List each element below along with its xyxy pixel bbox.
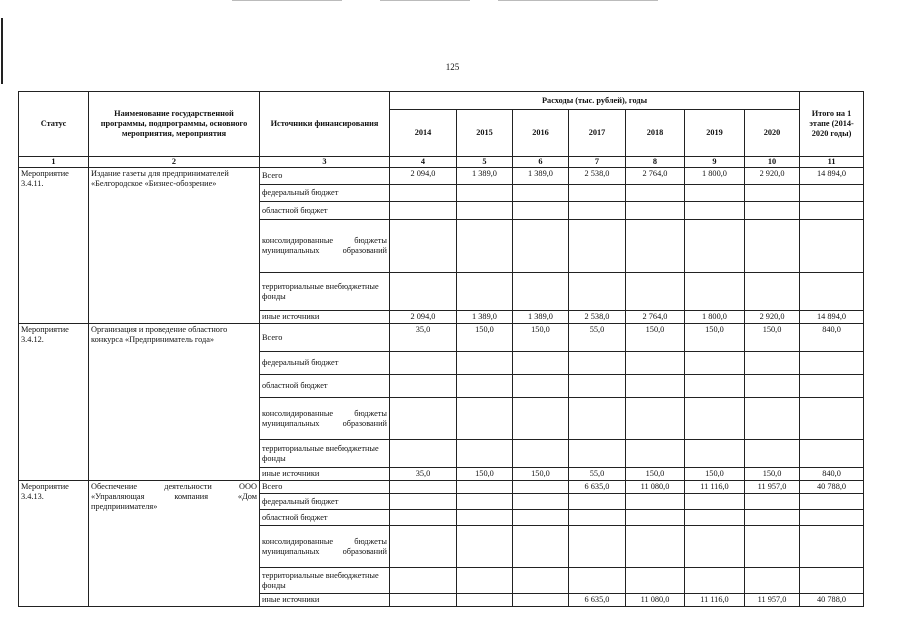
source-total: Всего: [260, 168, 390, 185]
amount-cell: 6 635,0: [569, 481, 626, 494]
table-row: [19, 481, 864, 494]
amount-cell: 1 389,0: [457, 311, 513, 324]
header-expenses-group: Расходы (тыс. рублей), годы: [390, 92, 800, 110]
amount-cell: 35,0: [390, 324, 457, 352]
amount-cell: 14 894,0: [800, 311, 864, 324]
column-number: 8: [626, 157, 685, 168]
column-number: 4: [390, 157, 457, 168]
table-row: [19, 324, 864, 352]
header-row: [19, 92, 864, 110]
amount-cell: 150,0: [457, 468, 513, 481]
column-number: 1: [19, 157, 89, 168]
header-year: 2017: [569, 110, 626, 157]
measure-status: Мероприятие 3.4.13.: [19, 481, 89, 607]
header-year: 2019: [685, 110, 745, 157]
amount-cell: 1 389,0: [457, 168, 513, 185]
amount-cell: 11 116,0: [685, 594, 745, 607]
column-number: 2: [89, 157, 260, 168]
amount-cell: 2 094,0: [390, 311, 457, 324]
source-federal: федеральный бюджет: [260, 494, 390, 510]
column-numbers-row: [19, 157, 864, 168]
amount-cell: 2 764,0: [626, 168, 685, 185]
amount-cell: 2 920,0: [745, 168, 800, 185]
amount-cell: 6 635,0: [569, 594, 626, 607]
table-row: [19, 168, 864, 185]
measure-status: Мероприятие 3.4.12.: [19, 324, 89, 481]
amount-cell: 2 764,0: [626, 311, 685, 324]
source-municipal: консолидированные бюджеты муниципальных образований: [260, 398, 390, 440]
header-total: Итого на 1 этапе (2014-2020 годы): [800, 92, 864, 157]
amount-cell: 150,0: [513, 324, 569, 352]
scan-edge-line: [498, 0, 658, 1]
amount-cell: 2 094,0: [390, 168, 457, 185]
budget-table: [18, 91, 864, 607]
amount-cell: [390, 594, 457, 607]
header-status: Статус: [19, 92, 89, 157]
amount-cell: 11 080,0: [626, 594, 685, 607]
source-federal: федеральный бюджет: [260, 185, 390, 202]
measure-status: Мероприятие 3.4.11.: [19, 168, 89, 324]
source-municipal: консолидированные бюджеты муниципальных образований: [260, 526, 390, 568]
amount-cell: 11 116,0: [685, 481, 745, 494]
amount-cell: 150,0: [685, 324, 745, 352]
source-municipal: консолидированные бюджеты муниципальных образований: [260, 220, 390, 273]
amount-cell: 55,0: [569, 468, 626, 481]
header-year: 2020: [745, 110, 800, 157]
source-regional: областной бюджет: [260, 375, 390, 398]
amount-cell: 840,0: [800, 468, 864, 481]
amount-cell: 2 920,0: [745, 311, 800, 324]
scan-edge-line: [380, 0, 470, 1]
amount-cell: [390, 481, 457, 494]
column-number: 6: [513, 157, 569, 168]
column-number: 11: [800, 157, 864, 168]
amount-cell: [513, 481, 569, 494]
header-year: 2015: [457, 110, 513, 157]
amount-cell: 14 894,0: [800, 168, 864, 185]
amount-cell: 150,0: [513, 468, 569, 481]
amount-cell: 150,0: [745, 324, 800, 352]
source-other: иные источники: [260, 594, 390, 607]
amount-cell: 11 957,0: [745, 594, 800, 607]
scan-edge-line: [232, 0, 342, 1]
amount-cell: 150,0: [457, 324, 513, 352]
source-federal: федеральный бюджет: [260, 352, 390, 375]
amount-cell: 35,0: [390, 468, 457, 481]
measure-name: Обеспечение деятельности ООО «Управляющая компания «Дом предпринимателя»: [89, 481, 260, 607]
amount-cell: 1 800,0: [685, 311, 745, 324]
source-other: иные источники: [260, 311, 390, 324]
amount-cell: 55,0: [569, 324, 626, 352]
amount-cell: 150,0: [626, 468, 685, 481]
amount-cell: [457, 594, 513, 607]
amount-cell: 11 080,0: [626, 481, 685, 494]
measure-name: Организация и проведение областного конкурса «Предприниматель года»: [89, 324, 260, 481]
header-name: Наименование государственной программы, подпрограммы, основного мероприятия, мероприятия: [89, 92, 260, 157]
amount-cell: [457, 481, 513, 494]
amount-cell: 1 389,0: [513, 168, 569, 185]
column-number: 7: [569, 157, 626, 168]
amount-cell: 40 788,0: [800, 481, 864, 494]
column-number: 5: [457, 157, 513, 168]
column-number: 3: [260, 157, 390, 168]
source-other: иные источники: [260, 468, 390, 481]
measure-name: Издание газеты для предпринимателей «Белгородское «Бизнес-обозрение»: [89, 168, 260, 324]
header-year: 2014: [390, 110, 457, 157]
source-total: Всего: [260, 324, 390, 352]
page-number: 125: [445, 62, 460, 72]
amount-cell: 150,0: [745, 468, 800, 481]
amount-cell: 2 538,0: [569, 311, 626, 324]
source-regional: областной бюджет: [260, 510, 390, 526]
header-sources: Источники финансирования: [260, 92, 390, 157]
binding-edge-line: [1, 18, 3, 84]
source-offbudget: территориальные внебюджетные фонды: [260, 568, 390, 594]
column-number: 10: [745, 157, 800, 168]
amount-cell: 11 957,0: [745, 481, 800, 494]
amount-cell: 840,0: [800, 324, 864, 352]
header-year: 2016: [513, 110, 569, 157]
amount-cell: [513, 594, 569, 607]
source-offbudget: территориальные внебюджетные фонды: [260, 273, 390, 311]
amount-cell: 40 788,0: [800, 594, 864, 607]
amount-cell: 150,0: [626, 324, 685, 352]
source-offbudget: территориальные внебюджетные фонды: [260, 440, 390, 468]
amount-cell: 2 538,0: [569, 168, 626, 185]
source-total: Всего: [260, 481, 390, 494]
amount-cell: 1 800,0: [685, 168, 745, 185]
source-regional: областной бюджет: [260, 202, 390, 220]
amount-cell: 1 389,0: [513, 311, 569, 324]
column-number: 9: [685, 157, 745, 168]
header-year: 2018: [626, 110, 685, 157]
amount-cell: 150,0: [685, 468, 745, 481]
